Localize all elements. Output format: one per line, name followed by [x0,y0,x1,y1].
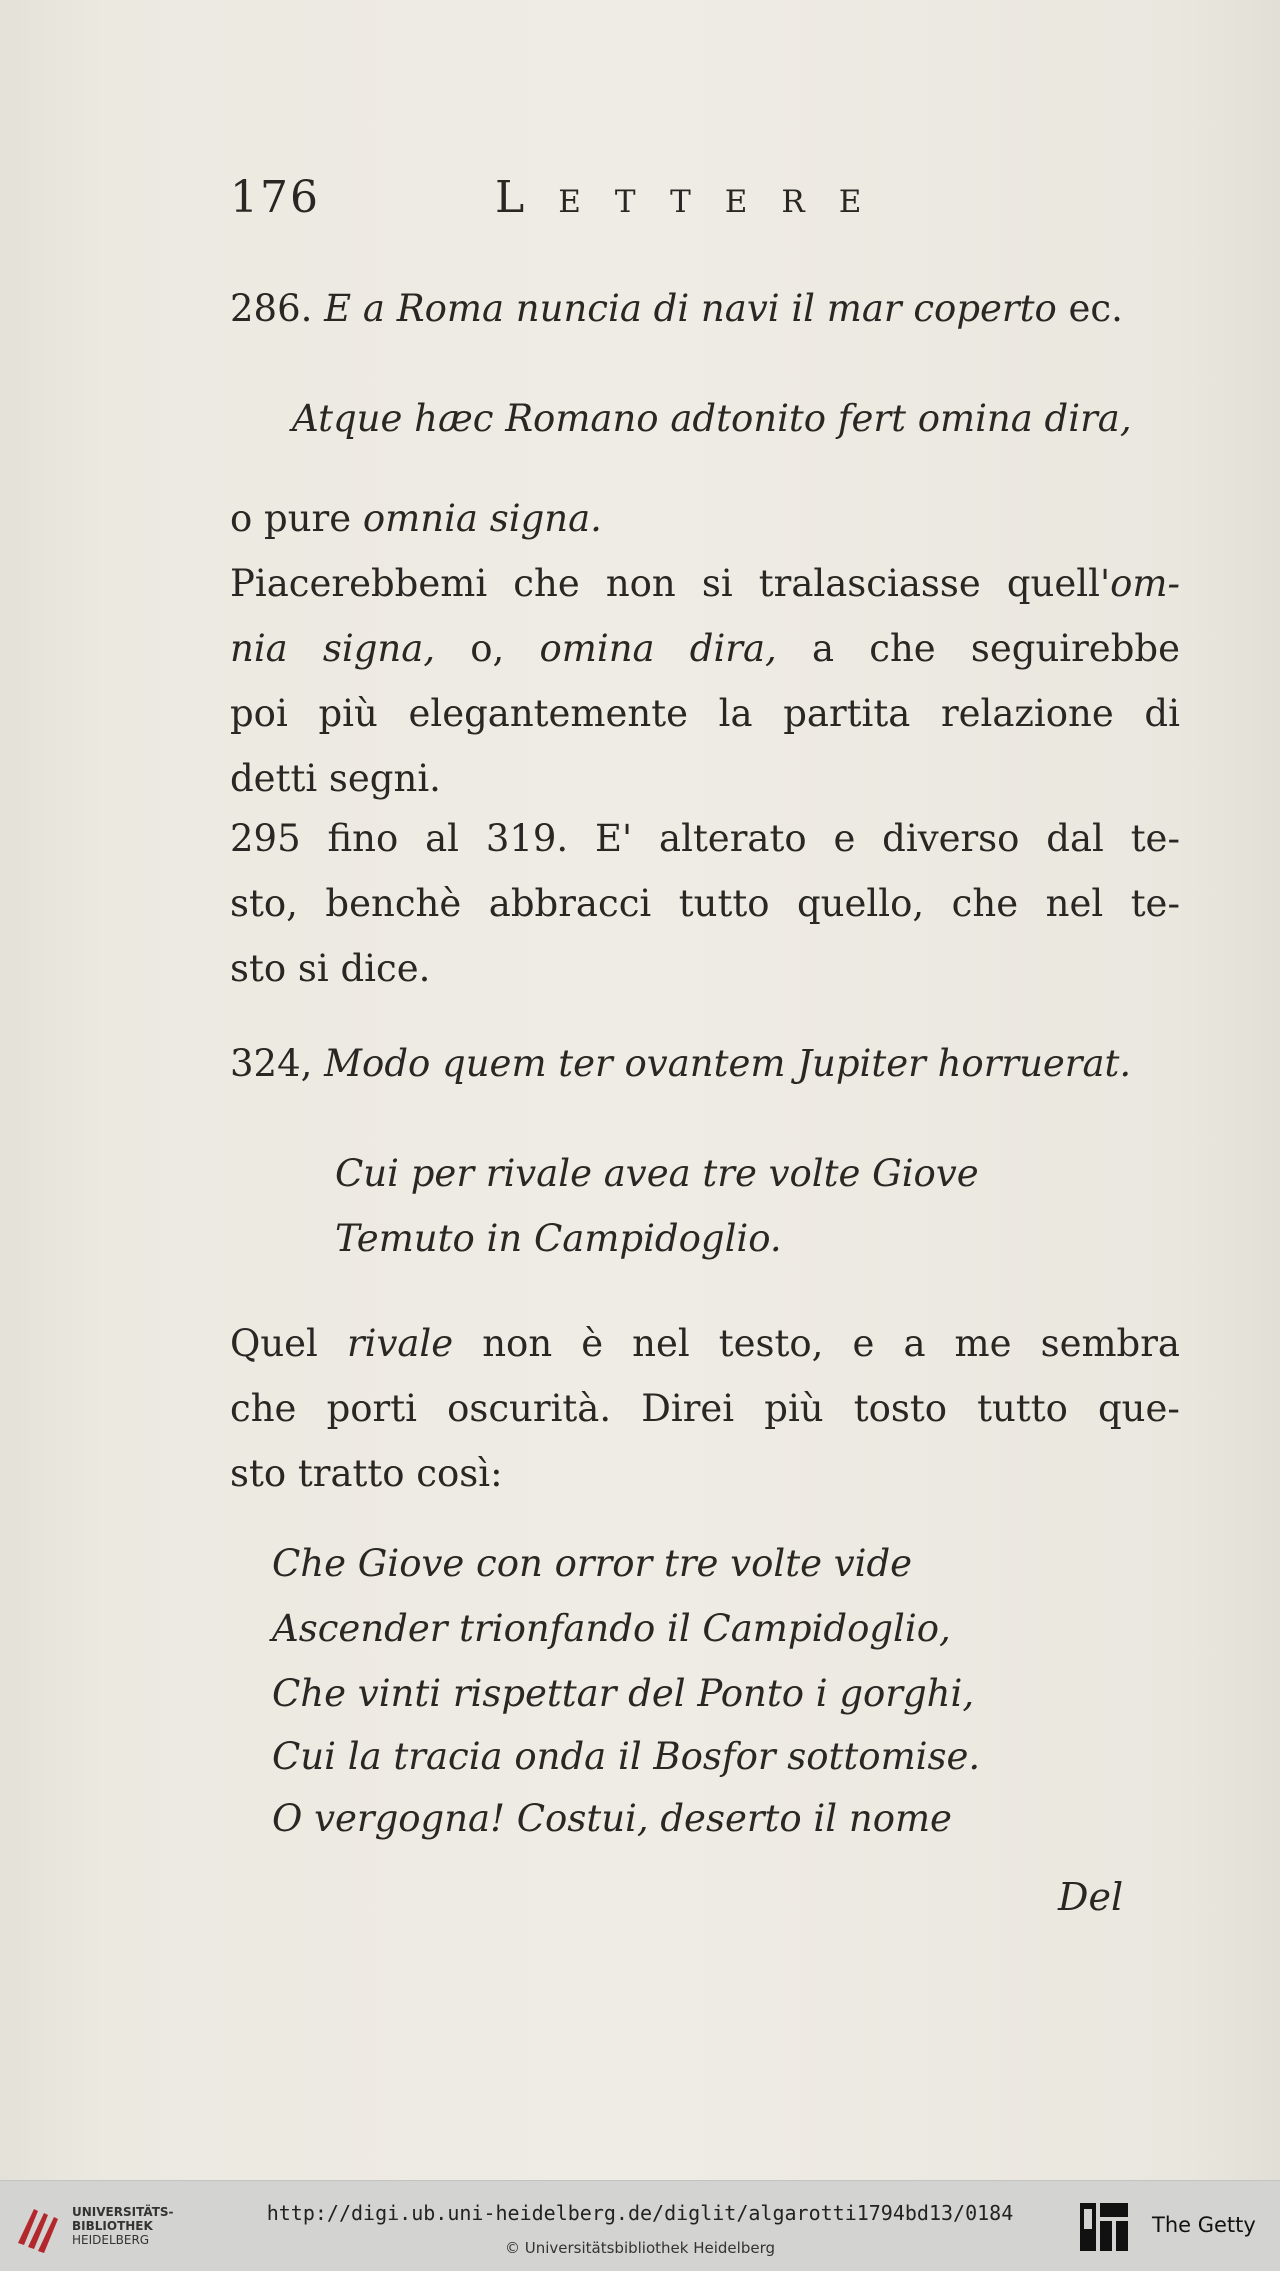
word: te- [1130,882,1180,925]
word: tralasciasse [758,562,981,605]
permalink[interactable]: http://digi.ub.uni-heidelberg.de/diglit/algarotti1794bd13/0184 [266,2201,1014,2225]
word: poi [230,692,288,735]
word: che [230,1387,297,1430]
word: E' [595,817,633,860]
word: sto, [230,882,298,925]
text-line: detti segni. [230,757,441,800]
word: più [764,1387,824,1430]
text-line [230,1322,1180,1365]
word: dal [1046,817,1104,860]
verse-number: 324, [230,1042,313,1085]
text-line [230,1042,1132,1085]
word: nia [230,627,288,670]
word: seguirebbe [970,627,1180,670]
word [1006,562,1180,605]
copyright-notice: © Universitätsbibliothek Heidelberg [504,2239,775,2257]
text-line [230,497,602,540]
text-line [230,287,1123,330]
word: non [482,1322,553,1365]
word: che [951,882,1019,925]
word: nel [632,1322,690,1365]
word: benchè [325,882,462,925]
library-name-line: HEIDELBERG [72,2233,150,2247]
partner-name: The Getty [1152,2213,1256,2237]
word-part: om- [1110,562,1180,605]
word: te- [1130,817,1180,860]
text-line [230,1387,1180,1430]
word: diverso [882,817,1020,860]
word: al [425,817,459,860]
verse-number: 286. [230,287,313,330]
word: quello, [797,882,925,925]
word: che [869,627,936,670]
text-line [230,562,1180,605]
text-line: sto tratto così: [230,1452,503,1495]
word: tutto [678,882,770,925]
viewer-footer [0,2180,1280,2271]
word: nel [1045,882,1104,925]
word: alterato [659,817,807,860]
word: o, [470,627,505,670]
text-line [230,817,1180,860]
word: Quel [230,1322,318,1365]
text-line [230,882,1180,925]
italic-phrase: omnia signa. [362,497,602,540]
word: porti [326,1387,417,1430]
word: più [318,692,378,735]
quoted-verse: Modo quem ter ovantem Jupiter horruerat. [324,1042,1132,1085]
word: Piacerebbemi [230,562,488,605]
word: que- [1098,1387,1180,1430]
text-line: sto si dice. [230,947,431,990]
word: la [718,692,753,735]
word: e [833,817,856,860]
verse-line: Cui per rivale avea tre volte Giove [335,1152,979,1195]
word: è [581,1322,604,1365]
text-line [230,627,1180,670]
word: 319. [485,817,569,860]
verse-line: Che Giove con orror tre volte vide [272,1542,913,1585]
word: 295 [230,817,301,860]
word: partita [783,692,911,735]
catchword: Del [1058,1875,1124,1919]
page-number: 176 [230,172,320,223]
quoted-verse: E a Roma nuncia di navi il mar coperto [324,287,1057,330]
word: a [903,1322,926,1365]
word: omina [539,627,655,670]
verse-line: Cui la tracia onda il Bosfor sottomise. [272,1735,981,1778]
library-name-line: UNIVERSITÄTS- [72,2205,174,2219]
getty-logo-icon [1078,2201,1130,2253]
word: oscurità. [447,1387,612,1430]
word: signa, [322,627,436,670]
word: si [701,562,733,605]
word-part: quell' [1006,562,1111,605]
text-line [230,692,1180,735]
word: che [513,562,580,605]
library-name-line: BIBLIOTHEK [72,2219,153,2233]
word: elegantemente [408,692,689,735]
word: testo, [718,1322,824,1365]
word: di [1144,692,1180,735]
word: me [954,1322,1012,1365]
word: tutto [977,1387,1068,1430]
line-tail: ec. [1068,287,1123,330]
latin-verse: Atque hæc Romano adtonito fert omina dira, [292,397,1132,440]
word: dira, [689,627,777,670]
word: e [852,1322,875,1365]
word: rivale [346,1322,454,1365]
word: relazione [940,692,1114,735]
word: a [812,627,835,670]
word: abbracci [488,882,652,925]
verse-line: Che vinti rispettar del Ponto i gorghi, [272,1672,975,1715]
line-lead: o pure [230,497,352,540]
verse-line: Temuto in Campidoglio. [335,1217,782,1260]
word: Direi [641,1387,735,1430]
word: tosto [853,1387,948,1430]
word: non [605,562,676,605]
verse-line: O vergogna! Costui, deserto il nome [272,1797,952,1840]
verse-line: Ascender trionfando il Campidoglio, [272,1607,951,1650]
word: fino [327,817,399,860]
word: sembra [1040,1322,1180,1365]
running-title: Lettere [495,172,896,223]
